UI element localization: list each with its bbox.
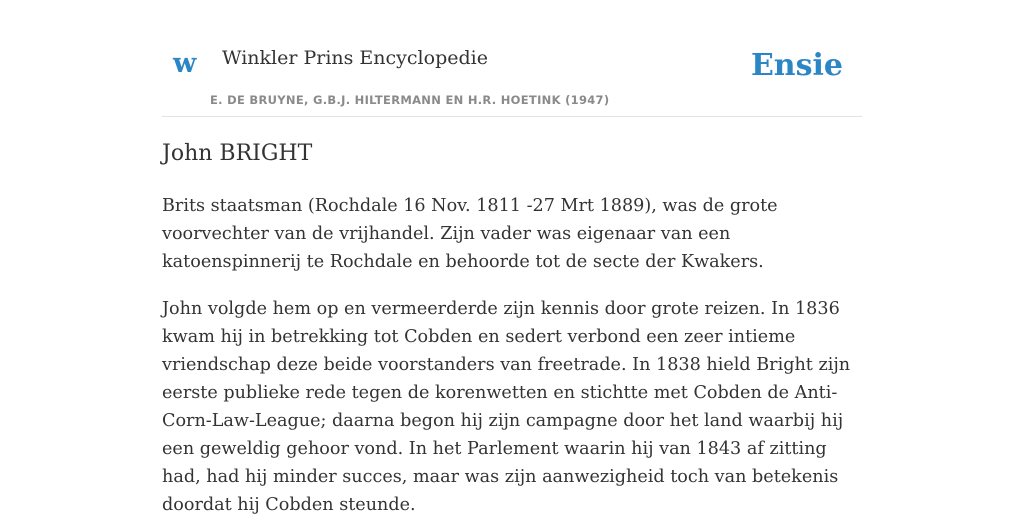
- ensie-brand-logo[interactable]: Ensie: [750, 48, 843, 83]
- site-header: [162, 0, 862, 117]
- page-container: [162, 0, 862, 515]
- article-title: John BRIGHT: [162, 141, 313, 166]
- article-paragraph: John volgde hem op en vermeerderde zijn kennis door grote reizen. In 1836 kwam hij in betrekking tot Cobden en sedert verbond een zeer intieme vriendschap deze beide voorstanders van freetrade. In 1838 hield Bright zijn eerste publieke rede tegen de korenwetten en stichtte met Cobden de Anti-Corn-Law-League; daarna begon hij zijn campagne door het land waarbij hij een geweldig gehoor vond. In het Parlement waarin hij van 1843 af zitting had, had hij minder succes, maar was zijn aanwezigheid toch van betekenis doordat hij Cobden steunde.: [162, 299, 851, 515]
- article-paragraph: Brits staatsman (Rochdale 16 Nov. 1811 -27 Mrt 1889), was de grote voorvechter van de vrijhandel. Zijn vader was eigenaar van een katoenspinnerij te Rochdale en behoorde tot de secte der Kwakers.: [162, 196, 778, 272]
- encyclopedia-logo[interactable]: w: [173, 48, 197, 79]
- encyclopedia-title[interactable]: Winkler Prins Encyclopedie: [222, 47, 488, 69]
- authors-line: E. DE BRUYNE, G.B.J. HILTERMANN EN H.R. HOETINK (1947): [210, 93, 610, 107]
